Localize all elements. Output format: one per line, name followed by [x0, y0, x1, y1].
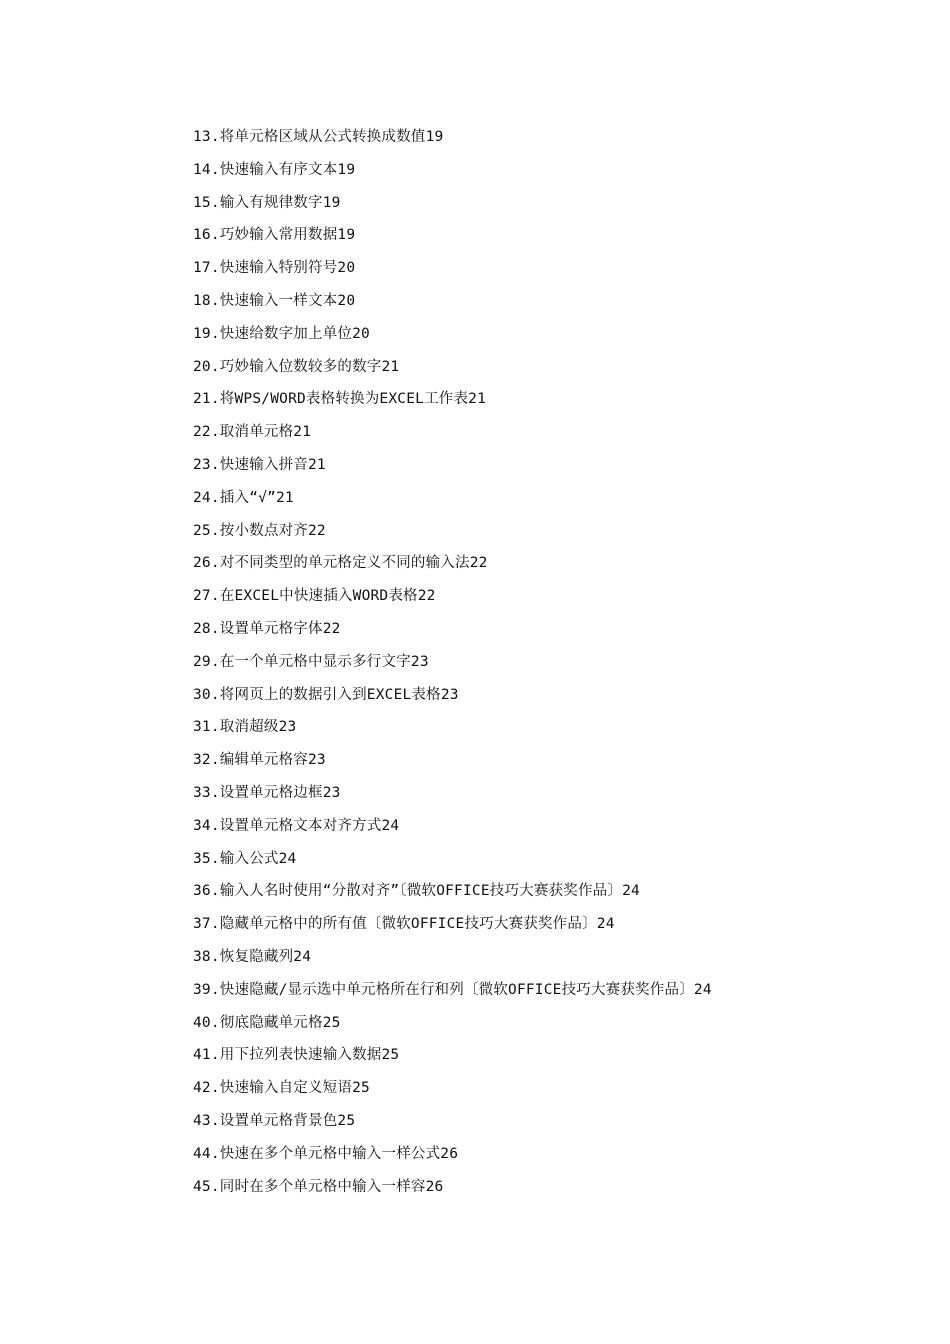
toc-entry-text: 34.设置单元格文本对齐方式24 — [193, 817, 400, 834]
toc-entry-text: 38.恢复隐藏列24 — [193, 948, 312, 965]
toc-entry-43[interactable] — [193, 1110, 893, 1143]
toc-entry-text: 35.输入公式24 — [193, 850, 297, 867]
toc-entry-20[interactable] — [193, 356, 893, 389]
toc-entry-text: 20.巧妙输入位数较多的数字21 — [193, 358, 400, 375]
toc-entry-13[interactable] — [193, 126, 893, 159]
toc-entry-37[interactable] — [193, 913, 893, 946]
toc-entry-text: 22.取消单元格21 — [193, 424, 312, 441]
toc-entry-17[interactable] — [193, 257, 893, 290]
toc-entry-44[interactable] — [193, 1143, 893, 1176]
toc-entry-42[interactable] — [193, 1077, 893, 1110]
toc-entry-26[interactable] — [193, 552, 893, 585]
toc-entry-text: 16.巧妙输入常用数据19 — [193, 227, 356, 244]
toc-entry-35[interactable] — [193, 848, 893, 881]
toc-entry-text: 45.同时在多个单元格中输入一样容26 — [193, 1178, 444, 1195]
toc-entry-text: 39.快速隐藏/显示选中单元格所在行和列〔微软OFFICE技巧大赛获奖作品〕24 — [193, 981, 712, 998]
toc-entry-34[interactable] — [193, 815, 893, 848]
toc-entry-16[interactable] — [193, 224, 893, 257]
toc-entry-text: 15.输入有规律数字19 — [193, 194, 341, 211]
toc-entry-text: 28.设置单元格字体22 — [193, 620, 341, 637]
toc-entry-text: 41.用下拉列表快速输入数据25 — [193, 1047, 400, 1064]
toc-entry-14[interactable] — [193, 159, 893, 192]
toc-entry-text: 31.取消超级23 — [193, 719, 297, 736]
toc-entry-15[interactable] — [193, 192, 893, 225]
toc-entry-text: 33.设置单元格边框23 — [193, 784, 341, 801]
toc-entry-text: 29.在一个单元格中显示多行文字23 — [193, 653, 429, 670]
toc-entry-33[interactable] — [193, 782, 893, 815]
toc-entry-24[interactable] — [193, 487, 893, 520]
toc-entry-text: 26.对不同类型的单元格定义不同的输入法22 — [193, 555, 488, 572]
toc-entry-22[interactable] — [193, 421, 893, 454]
toc-entry-text: 37.隐藏单元格中的所有值〔微软OFFICE技巧大赛获奖作品〕24 — [193, 916, 615, 933]
toc-entry-text: 17.快速输入特别符号20 — [193, 260, 356, 277]
toc-entry-text: 25.按小数点对齐22 — [193, 522, 326, 539]
toc-entry-text: 30.将网页上的数据引入到EXCEL表格23 — [193, 686, 459, 703]
toc-entry-19[interactable] — [193, 323, 893, 356]
toc-entry-38[interactable] — [193, 946, 893, 979]
toc-entry-41[interactable] — [193, 1044, 893, 1077]
toc-entry-40[interactable] — [193, 1012, 893, 1045]
toc-entry-text: 42.快速输入自定义短语25 — [193, 1080, 370, 1097]
table-of-contents — [193, 126, 893, 1208]
toc-entry-29[interactable] — [193, 651, 893, 684]
toc-entry-text: 23.快速输入拼音21 — [193, 456, 326, 473]
toc-entry-text: 27.在EXCEL中快速插入WORD表格22 — [193, 588, 436, 605]
toc-entry-text: 44.快速在多个单元格中输入一样公式26 — [193, 1145, 459, 1162]
toc-entry-25[interactable] — [193, 520, 893, 553]
toc-entry-31[interactable] — [193, 716, 893, 749]
toc-entry-45[interactable] — [193, 1176, 893, 1209]
toc-entry-text: 21.将WPS/WORD表格转换为EXCEL工作表21 — [193, 391, 487, 408]
toc-entry-text: 36.输入人名时使用“分散对齐”〔微软OFFICE技巧大赛获奖作品〕24 — [193, 883, 640, 900]
toc-entry-36[interactable] — [193, 880, 893, 913]
toc-entry-32[interactable] — [193, 749, 893, 782]
toc-entry-text: 19.快速给数字加上单位20 — [193, 325, 370, 342]
toc-entry-text: 40.彻底隐藏单元格25 — [193, 1014, 341, 1031]
toc-entry-text: 32.编辑单元格容23 — [193, 752, 326, 769]
toc-entry-21[interactable] — [193, 388, 893, 421]
toc-entry-text: 24.插入“√”21 — [193, 489, 294, 506]
toc-entry-28[interactable] — [193, 618, 893, 651]
toc-entry-30[interactable] — [193, 684, 893, 717]
toc-entry-39[interactable] — [193, 979, 893, 1012]
toc-entry-text: 43.设置单元格背景色25 — [193, 1112, 356, 1129]
toc-entry-27[interactable] — [193, 585, 893, 618]
toc-entry-23[interactable] — [193, 454, 893, 487]
toc-entry-18[interactable] — [193, 290, 893, 323]
toc-entry-text: 13.将单元格区域从公式转换成数值19 — [193, 129, 444, 145]
toc-entry-text: 18.快速输入一样文本20 — [193, 292, 356, 309]
toc-entry-text: 14.快速输入有序文本19 — [193, 161, 356, 178]
